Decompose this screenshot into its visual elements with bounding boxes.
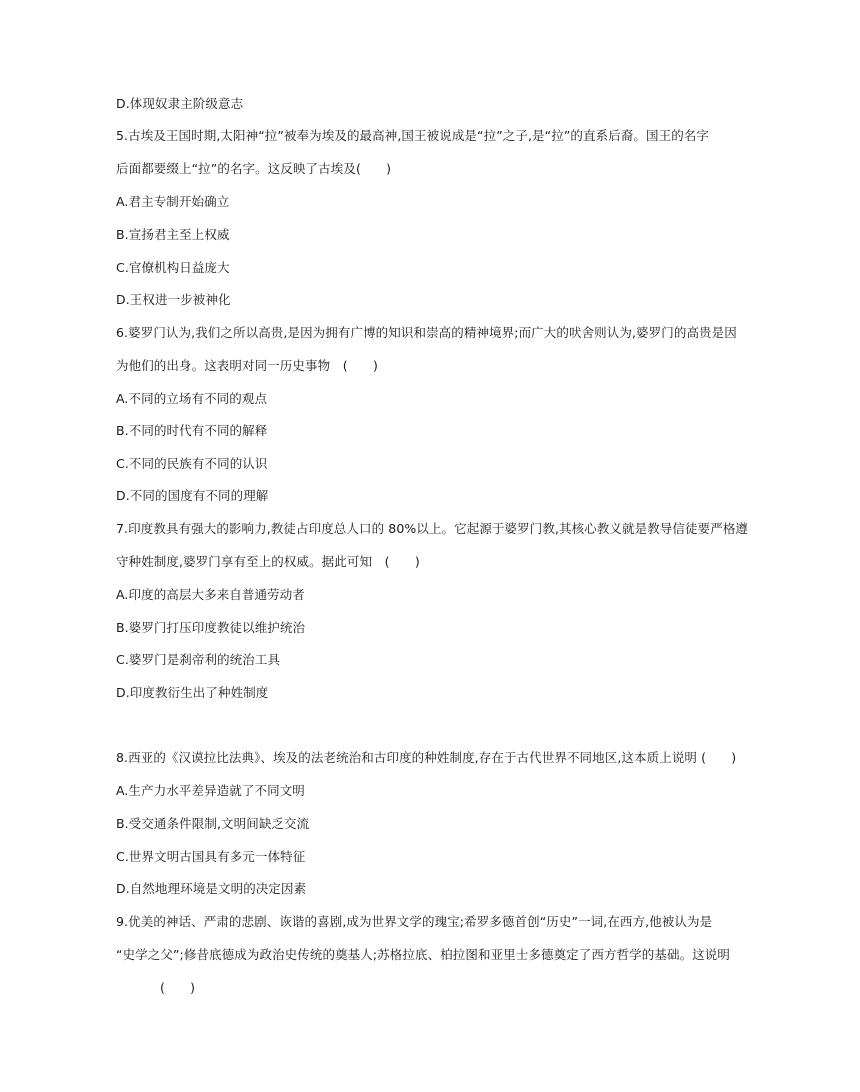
question-7-stem-line-2: 守种姓制度,婆罗门享有至上的权威。据此可知 ( ) <box>116 554 420 569</box>
option-7a: A.印度的高层大多来自普通劳动者 <box>116 587 305 602</box>
question-5-stem-line-1: 5.古埃及王国时期,太阳神“拉”被奉为埃及的最高神,国王被说成是“拉”之子,是“拉”的直系后裔。国王的名字 <box>116 128 710 143</box>
question-5-stem-line-2: 后面都要缀上“拉”的名字。这反映了古埃及( ) <box>116 161 392 176</box>
question-9-stem-line-1: 9.优美的神话、严肃的悲剧、诙谐的喜剧,成为世界文学的瑰宝;希罗多德首创“历史”一词,在西方,他被认为是 <box>116 914 713 929</box>
option-6b: B.不同的时代有不同的解释 <box>116 423 268 438</box>
option-8b: B.受交通条件限制,文明间缺乏交流 <box>116 816 310 831</box>
option-5a: A.君主专制开始确立 <box>116 194 230 209</box>
option-6d: D.不同的国度有不同的理解 <box>116 488 269 503</box>
option-6c: C.不同的民族有不同的认识 <box>116 456 268 471</box>
question-8-stem: 8.西亚的《汉谟拉比法典》、埃及的法老统治和古印度的种姓制度,存在于古代世界不同地区,这本质上说明 ( ) <box>116 750 737 765</box>
question-6-stem-line-2: 为他们的出身。这表明对同一历史事物 ( ) <box>116 358 378 373</box>
option-8a: A.生产力水平差异造就了不同文明 <box>116 783 305 798</box>
option-7d: D.印度教衍生出了种姓制度 <box>116 685 269 700</box>
option-5b: B.宣扬君主至上权威 <box>116 227 230 242</box>
option-4d: D.体现奴隶主阶级意志 <box>116 96 244 111</box>
option-5d: D.王权进一步被神化 <box>116 292 231 307</box>
question-9-stem-line-2: “史学之父”;修昔底德成为政治史传统的奠基人;苏格拉底、柏拉图和亚里士多德奠定了西方哲学的基础。这说明 <box>116 947 730 962</box>
option-8c: C.世界文明古国具有多元一体特征 <box>116 849 306 864</box>
question-9-answer-blank: ( ) <box>160 980 196 995</box>
option-7c: C.婆罗门是刹帝利的统治工具 <box>116 652 281 667</box>
option-6a: A.不同的立场有不同的观点 <box>116 391 268 406</box>
question-6-stem-line-1: 6.婆罗门认为,我们之所以高贵,是因为拥有广博的知识和崇高的精神境界;而广大的吠舍则认为,婆罗门的高贵是因 <box>116 325 737 340</box>
option-5c: C.官僚机构日益庞大 <box>116 260 230 275</box>
question-7-stem-line-1: 7.印度教具有强大的影响力,教徒占印度总人口的 80%以上。它起源于婆罗门教,其核心教义就是教导信徒要严格遵 <box>116 521 749 536</box>
option-8d: D.自然地理环境是文明的决定因素 <box>116 881 307 896</box>
option-7b: B.婆罗门打压印度教徒以维护统治 <box>116 620 306 635</box>
